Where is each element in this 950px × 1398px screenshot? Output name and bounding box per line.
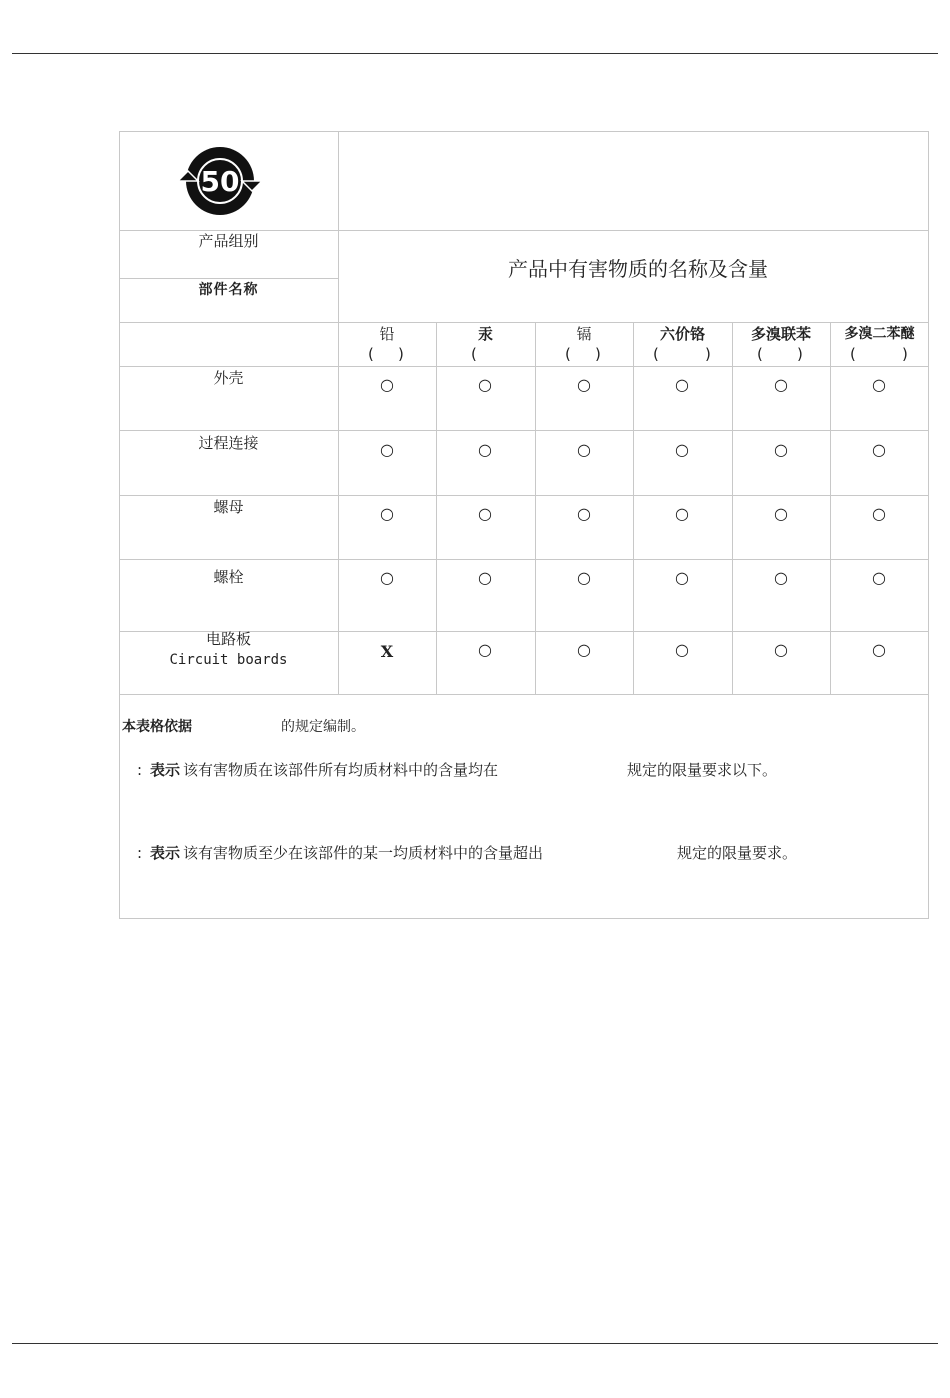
o-tail: 规定的限量要求以下。 xyxy=(627,761,778,779)
content-mark: ○ xyxy=(478,375,492,394)
bottom-rule xyxy=(12,1343,938,1344)
grid-line xyxy=(338,131,339,694)
group-label: 产品组别 xyxy=(198,232,259,250)
part-label: 部件名称 xyxy=(198,282,259,298)
part-name: 螺栓 xyxy=(213,568,244,586)
x-text: 该有害物质至少在该部件的某一均质材料中的含量超出 xyxy=(183,844,544,862)
substance-name: 多溴联苯 xyxy=(750,325,811,343)
paren-close: ) xyxy=(705,345,711,363)
paren-open: ( xyxy=(653,345,659,363)
substance-name: 汞 xyxy=(477,325,493,343)
content-mark: ○ xyxy=(872,504,886,523)
content-mark: ○ xyxy=(872,440,886,459)
content-mark: ○ xyxy=(872,568,886,587)
content-mark: ○ xyxy=(577,504,591,523)
content-mark: ○ xyxy=(675,568,689,587)
substance-name: 镉 xyxy=(576,325,592,343)
part-name: 外壳 xyxy=(213,369,244,387)
content-mark: ○ xyxy=(380,375,394,394)
content-mark: ○ xyxy=(478,504,492,523)
content-mark: ○ xyxy=(774,504,788,523)
content-mark: ○ xyxy=(675,504,689,523)
paren-close: ) xyxy=(595,345,601,363)
content-mark: ○ xyxy=(774,375,788,394)
basis-suffix: 的规定编制。 xyxy=(281,719,365,735)
content-mark: ○ xyxy=(577,568,591,587)
part-name-en: Circuit boards xyxy=(169,652,288,668)
grid-line xyxy=(119,495,929,496)
x-colon: : xyxy=(137,844,143,862)
basis-prefix: 本表格依据 xyxy=(122,719,192,735)
part-name: 电路板 xyxy=(205,630,251,648)
content-mark: ○ xyxy=(774,640,788,659)
content-mark: ○ xyxy=(774,568,788,587)
content-mark: ○ xyxy=(380,440,394,459)
grid-line xyxy=(119,694,929,695)
o-text: 该有害物质在该部件所有均质材料中的含量均在 xyxy=(183,761,499,779)
content-mark: ○ xyxy=(675,440,689,459)
grid-line xyxy=(119,322,929,323)
content-mark: ○ xyxy=(872,640,886,659)
logo-number: 50 xyxy=(200,165,240,198)
content-mark: X xyxy=(380,642,394,661)
content-mark: ○ xyxy=(872,375,886,394)
grid-line xyxy=(119,366,929,367)
paren-open: ( xyxy=(471,345,477,363)
top-rule xyxy=(12,53,938,54)
grid-line xyxy=(119,278,338,279)
content-mark: ○ xyxy=(478,440,492,459)
x-tail: 规定的限量要求。 xyxy=(677,844,798,862)
content-mark: ○ xyxy=(577,375,591,394)
o-bold: 表示 xyxy=(150,761,181,779)
grid-line xyxy=(119,230,929,231)
table-title: 产品中有害物质的名称及含量 xyxy=(508,257,768,281)
content-mark: ○ xyxy=(675,375,689,394)
paren-close: ) xyxy=(902,345,908,363)
content-mark: ○ xyxy=(774,440,788,459)
substance-name: 多溴二苯醚 xyxy=(844,326,915,342)
content-mark: ○ xyxy=(478,640,492,659)
part-name: 过程连接 xyxy=(198,434,259,452)
content-mark: ○ xyxy=(380,504,394,523)
o-colon: : xyxy=(137,761,143,779)
content-mark: ○ xyxy=(675,640,689,659)
part-name: 螺母 xyxy=(213,498,244,516)
grid-line xyxy=(119,430,929,431)
substance-name: 铅 xyxy=(379,325,395,343)
paren-close: ) xyxy=(797,345,803,363)
content-mark: ○ xyxy=(577,640,591,659)
x-bold: 表示 xyxy=(150,844,181,862)
content-mark: ○ xyxy=(380,568,394,587)
content-mark: ○ xyxy=(577,440,591,459)
efup-50-logo xyxy=(176,145,264,217)
paren-open: ( xyxy=(757,345,763,363)
paren-open: ( xyxy=(850,345,856,363)
substance-name: 六价铬 xyxy=(659,325,705,343)
paren-close: ) xyxy=(398,345,404,363)
paren-open: ( xyxy=(565,345,571,363)
content-mark: ○ xyxy=(478,568,492,587)
paren-open: ( xyxy=(368,345,374,363)
grid-line xyxy=(119,559,929,560)
